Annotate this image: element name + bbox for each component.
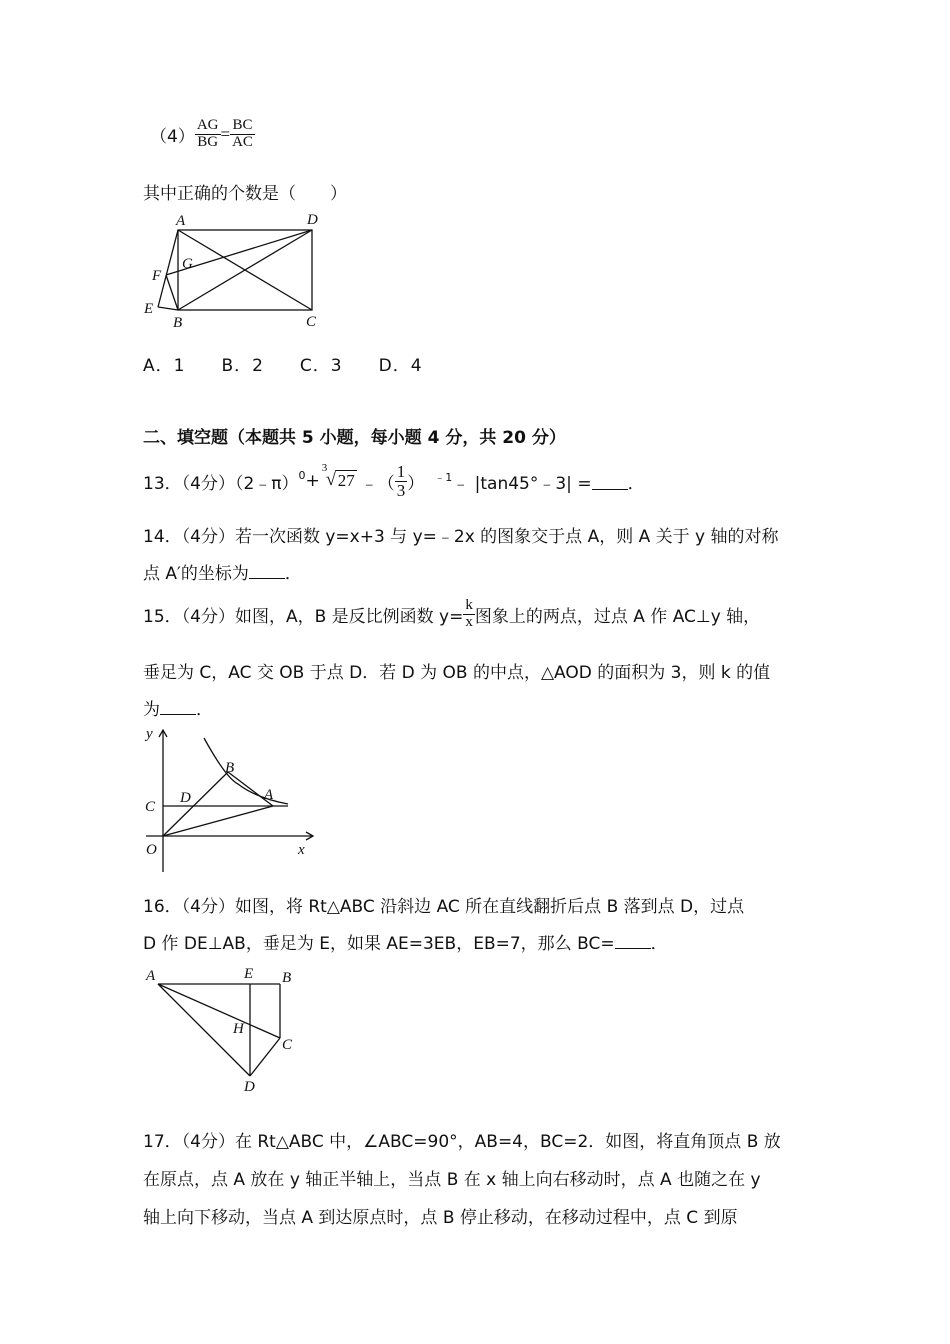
q15-frac-denominator: x [465,613,473,630]
q13-cube-root [320,462,357,491]
q15-frac-numerator: k [465,597,473,613]
q13-frac-denominator: 3 [396,480,406,500]
q14-line1: 14．（4分）若一次函数 y=x+3 与 y=﹣2x 的图象交于点 A，则 A 关于 y 轴的对称 [143,527,779,547]
q16-label-d: D [244,1079,255,1095]
q13-radical-sign: √ [325,469,337,491]
q13 [143,463,645,500]
q16-end: ． [650,934,668,954]
q12-fraction-ag-bg [195,118,221,151]
q13-close-paren: ） [407,473,425,494]
q12-label-e: E [144,301,154,317]
q17-line1: 17．（4分）在 Rt△ABC 中，∠ABC=90°，AB=4，BC=2．如图，将直角顶点 B 放 [143,1132,781,1152]
q15-hyperbola [204,738,288,804]
q15-line-ob [163,772,228,836]
q15-end: ． [196,700,213,720]
q13-root-index: 3 [321,462,328,475]
q15-label-y: y [146,726,153,742]
q16-line-ac [158,984,280,1038]
q16-figure [138,960,308,1095]
q17-line2: 在原点，点 A 放在 y 轴正半轴上，当点 B 在 x 轴上向右移动时，点 A 也随之在 y [143,1170,761,1190]
q13-frac-numerator: 1 [396,462,406,481]
q12-options: A．1 B．2 C．3 D．4 [143,356,423,376]
q12-label-g: G [182,256,193,272]
q12-figure [138,205,338,335]
q13-radicand: 27 [337,471,355,491]
q13-sup-neg-one: ﹣1 [434,471,453,484]
q16-line1: 16．（4分）如图，将 Rt△ABC 沿斜边 AC 所在直线翻折后点 B 落到点 D，过点 [143,897,745,917]
q12-question: 其中正确的个数是（ ） [143,184,347,204]
q14-answer-blank[interactable] [249,561,285,579]
q16-line-dc [250,1038,280,1076]
q16-label-c: C [282,1037,293,1053]
q12-frac2-numerator: BC [230,118,255,135]
q15-line1 [143,598,760,631]
q15-label-x: x [298,842,305,858]
q13-end: ． [627,473,645,494]
q16-label-h: H [233,1021,244,1037]
q12-label-b: B [173,315,183,331]
q12-label-a: A [176,213,186,229]
q14-end: ． [284,564,302,584]
q15-label-b: B [225,760,235,776]
q15-label-a: A [264,787,274,803]
q12-item4 [150,118,255,151]
q14-line2-text: 点 A′的坐标为 [143,564,249,584]
q15-label-d: D [180,790,191,806]
q15-line3 [143,695,213,720]
q15-fraction-k-x [463,598,475,631]
q15-line2: 垂足为 C，AC 交 OB 于点 D．若 D 为 OB 的中点，△AOD 的面积为 3，则 k 的值 [143,663,771,683]
q12-label-f: F [152,268,162,284]
q17-line3: 轴上向下移动，当点 A 到达原点时，点 B 停止移动，在移动过程中，点 C 到原 [143,1208,738,1228]
q16-answer-blank[interactable] [615,931,651,949]
q16-line2 [143,929,668,954]
q16-label-a: A [146,968,156,984]
q15-line1-a: 15．（4分）如图，A，B 是反比例函数 y= [143,606,464,627]
q15-label-o: O [146,842,157,858]
q15-figure [138,722,328,874]
q12-label-c: C [306,314,317,330]
q12-label-d: D [307,212,318,228]
q15-answer-blank[interactable] [160,697,196,715]
q16-label-e: E [244,966,254,982]
q13-fraction [395,463,408,500]
section2-title: 二、填空题（本题共 5 小题，每小题 4 分，共 20 分） [143,428,566,448]
q15-line1-b: 图象上的两点，过点 A 作 AC⊥y 轴， [474,606,761,627]
q13-minus-open: ﹣（ [360,473,395,494]
q13-sup-zero: 0 [298,469,306,482]
q13-answer-blank[interactable] [592,472,628,490]
q16-label-b: B [282,970,292,986]
q16-line2-text: D 作 DE⊥AB，垂足为 E，如果 AE=3EB，EB=7，那么 BC= [143,934,615,954]
q12-line-eb [158,307,178,310]
q12-fraction-bc-ac [230,118,255,151]
q14-line2 [143,559,302,584]
q13-prefix: 13．（4分）（2﹣π） [143,473,299,494]
q12-line-fb [166,275,178,310]
q12-frac2-denominator: AC [232,133,253,150]
q12-equals: = [220,124,231,144]
q12-frac1-numerator: AG [196,117,219,133]
q15-label-c: C [145,799,156,815]
q13-rest: ﹣ |tan45°﹣3| = [452,473,592,494]
q15-line3-text: 为 [143,700,160,720]
q12-frac1-denominator: BG [197,133,219,150]
q12-item4-label: （4） [150,126,195,147]
q13-plus: + [305,471,320,492]
q15-line-oa [163,806,273,836]
